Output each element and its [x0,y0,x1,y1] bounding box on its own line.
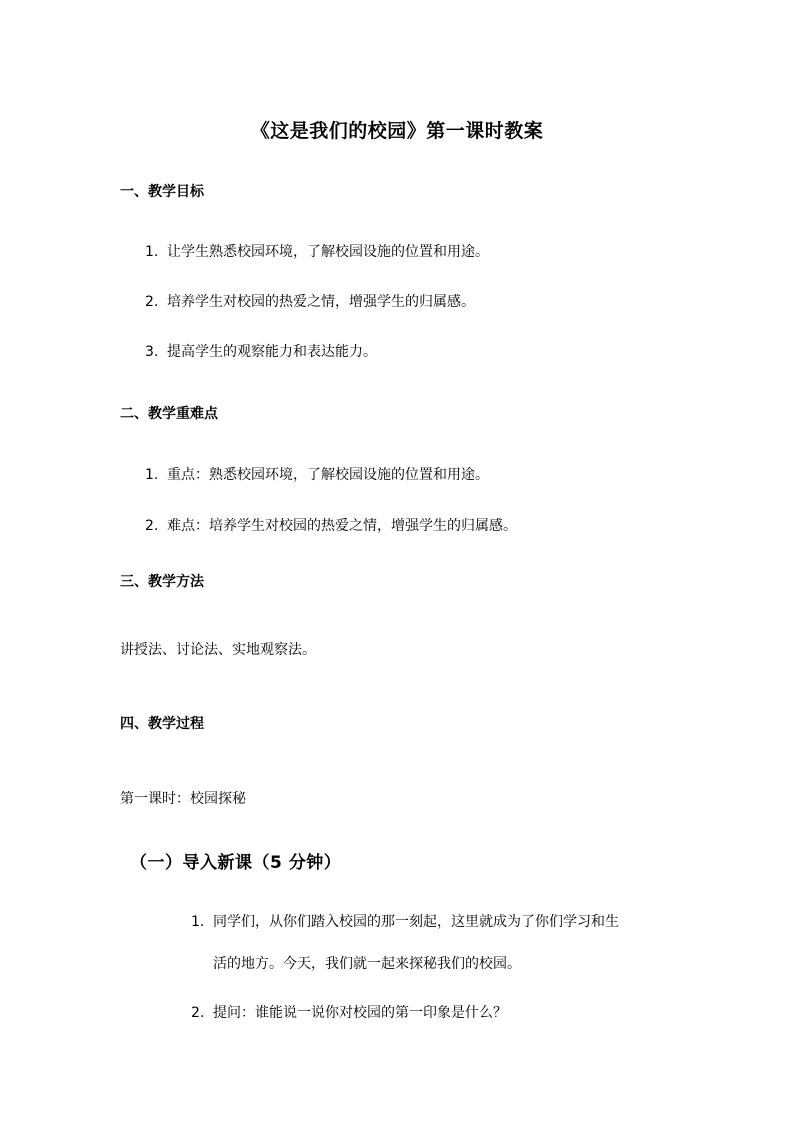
list-text: 提问：谁能说一说你对校园的第一印象是什么？ [213,1005,507,1021]
list-item [191,911,619,931]
list-item [145,515,517,535]
list-item [145,341,377,361]
list-number: 2. [145,518,159,534]
list-text-continuation: 活的地方。今天，我们就一起来探秘我们的校园。 [213,956,521,972]
list-text: 同学们，从你们踏入校园的那一刻起，这里就成为了你们学习和生 [213,914,619,930]
methods-text: 讲授法、讨论法、实地观察法。 [120,642,316,658]
document-title: 《这是我们的校园》第一课时教案 [250,120,544,142]
list-number: 1. [145,244,159,260]
list-text: 提高学生的观察能力和表达能力。 [167,344,377,360]
list-item [145,464,489,484]
section-heading-objectives: 一、教学目标 [120,184,204,200]
list-text: 培养学生对校园的热爱之情，增强学生的归属感。 [167,294,475,310]
list-number: 2. [191,1005,205,1021]
list-item [145,241,489,261]
list-number: 2. [145,294,159,310]
section-heading-key-points: 二、教学重难点 [120,406,218,422]
list-item [191,1002,507,1022]
list-number: 1. [191,914,205,930]
subsection-heading-intro: （一）导入新课（5 分钟） [130,853,342,873]
section-heading-methods: 三、教学方法 [120,574,204,590]
list-item [145,291,475,311]
section-heading-process: 四、教学过程 [120,716,204,732]
list-text: 重点：熟悉校园环境，了解校园设施的位置和用途。 [167,467,489,483]
list-number: 3. [145,344,159,360]
list-number: 1. [145,467,159,483]
lesson-label: 第一课时：校园探秘 [120,791,246,807]
list-text: 让学生熟悉校园环境，了解校园设施的位置和用途。 [167,244,489,260]
list-text: 难点：培养学生对校园的热爱之情，增强学生的归属感。 [167,518,517,534]
